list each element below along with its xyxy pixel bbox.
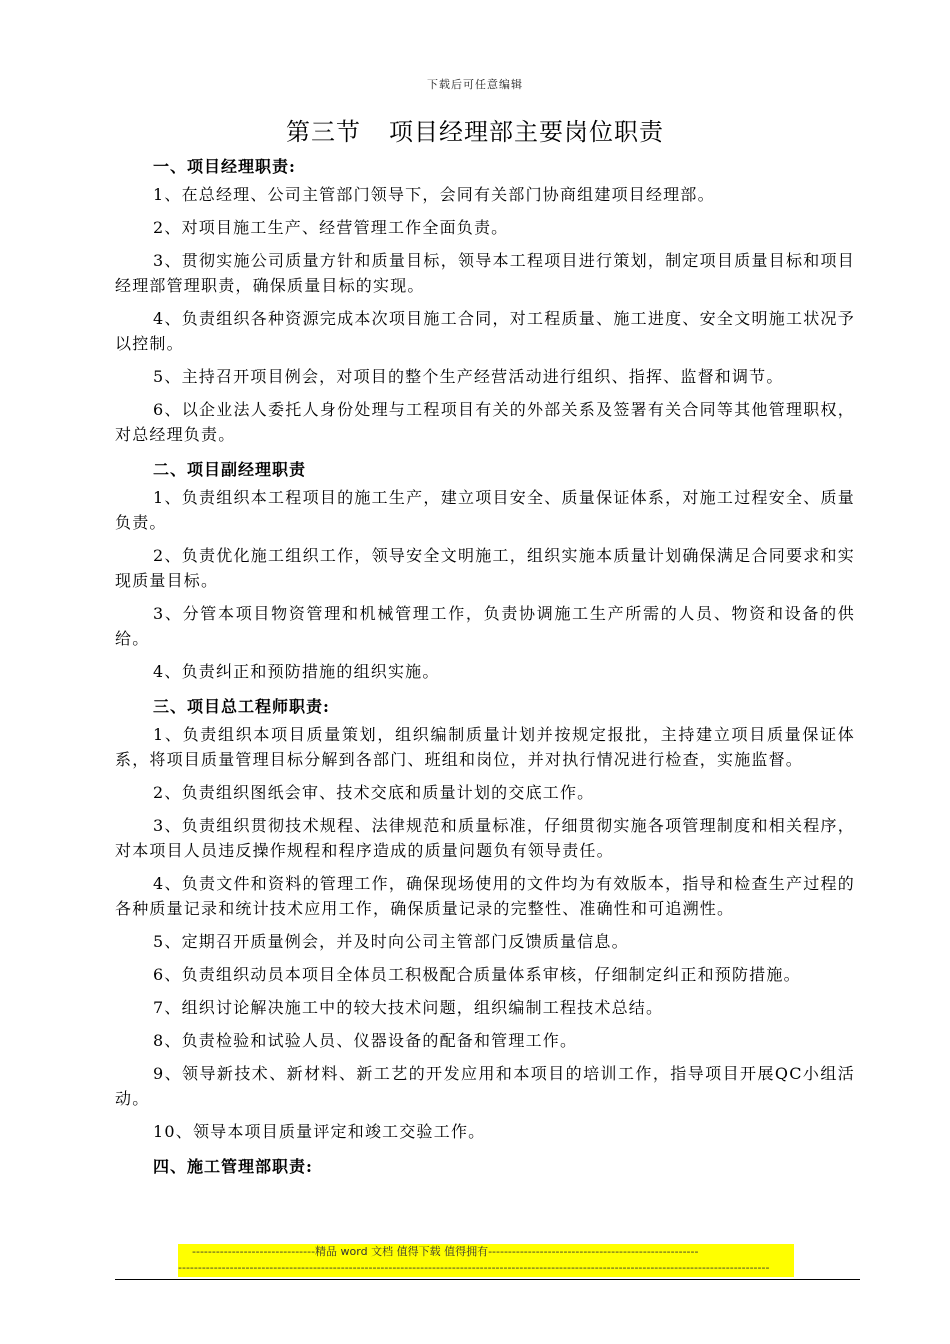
paragraph: 3、分管本项目物资管理和机械管理工作，负责协调施工生产所需的人员、物资和设备的供给。 bbox=[115, 604, 855, 648]
section-heading: 四、施工管理部职责: bbox=[153, 1157, 313, 1176]
paragraph: 2、负责优化施工组织工作，领导安全文明施工，组织实施本质量计划确保满足合同要求和实现质量目标。 bbox=[115, 546, 855, 590]
paragraph: 10、领导本项目质量评定和竣工交验工作。 bbox=[153, 1122, 486, 1141]
paragraph: 4、负责文件和资料的管理工作，确保现场使用的文件均为有效版本，指导和检查生产过程的各种质量记录和统计技术应用工作，确保质量记录的完整性、准确性和可追溯性。 bbox=[115, 874, 855, 918]
paragraph: 2、负责组织图纸会审、技术交底和质量计划的交底工作。 bbox=[153, 783, 595, 802]
paragraph: 2、对项目施工生产、经营管理工作全面负责。 bbox=[153, 218, 509, 237]
page-title bbox=[0, 112, 950, 147]
paragraph: 5、定期召开质量例会，并及时向公司主管部门反馈质量信息。 bbox=[153, 932, 629, 951]
paragraph: 3、贯彻实施公司质量方针和质量目标，领导本工程项目进行策划，制定项目质量目标和项目经理部管理职责，确保质量目标的实现。 bbox=[115, 251, 855, 295]
paragraph: 6、以企业法人委托人身份处理与工程项目有关的外部关系及签署有关合同等其他管理职权，对总经理负责。 bbox=[115, 400, 855, 444]
footer-banner-line: -------------------------------精品 word 文档 值得下载 值得拥有----------------------------------------------------- bbox=[192, 1245, 699, 1258]
paragraph: 6、负责组织动员本项目全体员工积极配合质量体系审核，仔细制定纠正和预防措施。 bbox=[153, 965, 801, 984]
title-section-number: 第三节 bbox=[286, 118, 361, 146]
title-text: 项目经理部主要岗位职责 bbox=[389, 118, 664, 146]
footer-banner-line: ----------------------------------------------------------------------------------------------------------------------------------------------------- bbox=[178, 1261, 770, 1274]
paragraph: 7、组织讨论解决施工中的较大技术问题，组织编制工程技术总结。 bbox=[153, 998, 664, 1017]
paragraph: 3、负责组织贯彻技术规程、法律规范和质量标准，仔细贯彻实施各项管理制度和相关程序，对本项目人员违反操作规程和程序造成的质量问题负有领导责任。 bbox=[115, 816, 855, 860]
paragraph: 1、负责组织本工程项目的施工生产，建立项目安全、质量保证体系，对施工过程安全、质量负责。 bbox=[115, 488, 855, 532]
section-heading: 二、项目副经理职责 bbox=[153, 460, 307, 479]
paragraph: 8、负责检验和试验人员、仪器设备的配备和管理工作。 bbox=[153, 1031, 578, 1050]
section-heading: 三、项目总工程师职责: bbox=[153, 697, 330, 716]
document-body bbox=[115, 152, 855, 1182]
paragraph: 4、负责纠正和预防措施的组织实施。 bbox=[153, 662, 440, 681]
paragraph: 4、负责组织各种资源完成本次项目施工合同，对工程质量、施工进度、安全文明施工状况予以控制。 bbox=[115, 309, 855, 353]
footer-rule bbox=[115, 1279, 860, 1280]
paragraph: 5、主持召开项目例会，对项目的整个生产经营活动进行组织、指挥、监督和调节。 bbox=[153, 367, 784, 386]
paragraph: 1、负责组织本项目质量策划，组织编制质量计划并按规定报批，主持建立项目质量保证体系，将项目质量管理目标分解到各部门、班组和岗位，并对执行情况进行检查，实施监督。 bbox=[115, 725, 855, 769]
footer-banner bbox=[178, 1244, 794, 1277]
paragraph: 9、领导新技术、新材料、新工艺的开发应用和本项目的培训工作，指导项目开展QC小组活动。 bbox=[115, 1064, 855, 1108]
section-heading: 一、项目经理职责: bbox=[153, 157, 296, 176]
paragraph: 1、在总经理、公司主管部门领导下，会同有关部门协商组建项目经理部。 bbox=[153, 185, 715, 204]
header-note: 下载后可任意编辑 bbox=[427, 78, 523, 91]
